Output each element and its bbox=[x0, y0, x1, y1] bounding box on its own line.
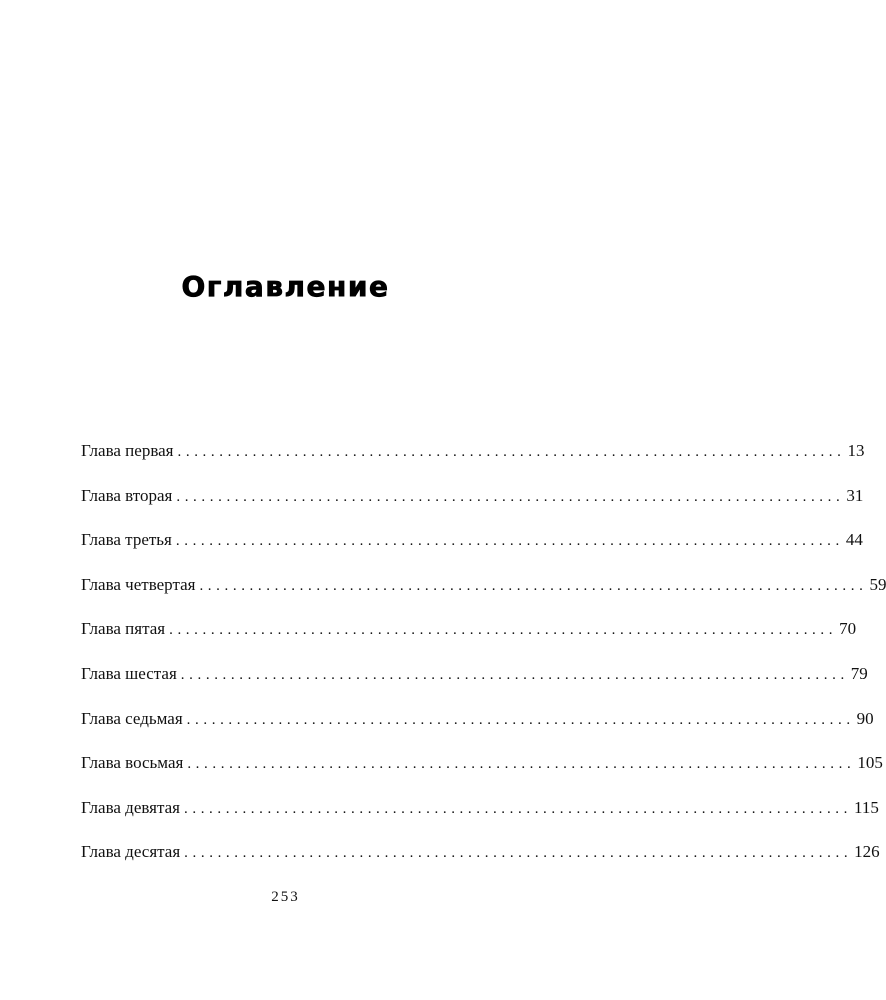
toc-entry[interactable] bbox=[81, 572, 886, 617]
toc-entry-label: Глава десятая bbox=[81, 842, 181, 862]
dot-leader: ................................................................................ bbox=[187, 756, 856, 773]
toc-entry-page: 70 bbox=[839, 619, 857, 639]
toc-entry-page: 90 bbox=[856, 708, 874, 728]
dot-leader: ................................................................................ bbox=[177, 444, 846, 460]
toc-entry-page: 79 bbox=[850, 663, 868, 683]
table-of-contents bbox=[81, 438, 886, 884]
toc-entry[interactable] bbox=[81, 483, 864, 528]
toc-entry[interactable] bbox=[81, 527, 863, 572]
toc-entry[interactable] bbox=[81, 616, 857, 661]
dot-leader: ................................................................................ bbox=[184, 845, 853, 862]
toc-entry[interactable] bbox=[81, 661, 868, 706]
toc-entry-label: Глава первая bbox=[81, 441, 174, 460]
dot-leader: ................................................................................ bbox=[186, 711, 855, 728]
toc-entry-page: 44 bbox=[845, 530, 863, 550]
page-title: Оглавление bbox=[181, 270, 390, 303]
page-number: 253 bbox=[271, 889, 300, 905]
toc-entry-page: 59 bbox=[869, 574, 886, 594]
toc-entry-page: 31 bbox=[846, 485, 864, 505]
toc-entry-label: Глава четвертая bbox=[81, 574, 196, 594]
dot-leader: ................................................................................ bbox=[175, 533, 844, 550]
dot-leader: ................................................................................ bbox=[169, 622, 838, 639]
toc-entry-label: Глава шестая bbox=[81, 663, 177, 683]
dot-leader: ................................................................................ bbox=[180, 666, 849, 683]
toc-entry-label: Глава седьмая bbox=[81, 708, 183, 728]
toc-entry[interactable] bbox=[81, 750, 883, 795]
toc-entry-page: 115 bbox=[854, 797, 879, 817]
toc-entry[interactable] bbox=[81, 795, 879, 840]
dot-leader: ................................................................................ bbox=[176, 488, 845, 505]
toc-entry-label: Глава пятая bbox=[81, 619, 166, 639]
dot-leader: ................................................................................ bbox=[184, 800, 852, 817]
toc-entry-label: Глава вторая bbox=[81, 485, 173, 505]
toc-entry-page: 13 bbox=[847, 441, 865, 460]
toc-entry[interactable] bbox=[81, 839, 880, 884]
dot-leader: ................................................................................ bbox=[199, 577, 868, 594]
toc-entry-label: Глава третья bbox=[81, 530, 172, 550]
toc-entry[interactable] bbox=[81, 438, 865, 483]
toc-entry-label: Глава девятая bbox=[81, 797, 180, 817]
toc-entry-label: Глава восьмая bbox=[81, 753, 184, 773]
toc-entry-page: 105 bbox=[857, 753, 883, 773]
toc-entry-page: 126 bbox=[854, 842, 880, 862]
toc-entry[interactable] bbox=[81, 706, 874, 751]
